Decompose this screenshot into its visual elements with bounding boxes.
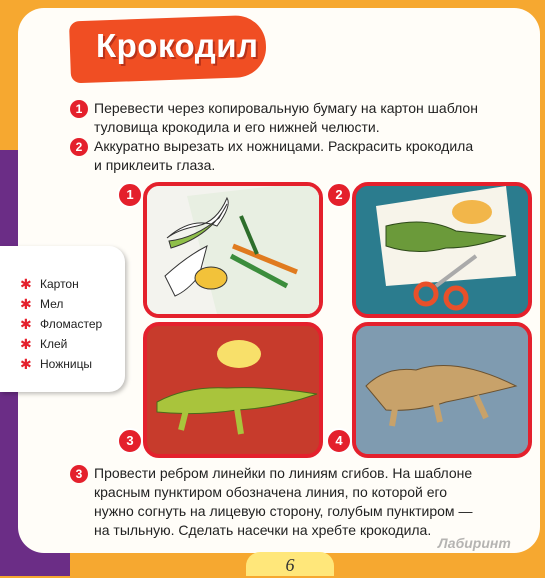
step-number-1: 1: [70, 100, 88, 118]
cutting-crocodile-illustration: [356, 186, 528, 314]
photo-4: [352, 322, 532, 458]
photo-2: [352, 182, 532, 318]
step-1-line-1: Перевести через копировальную бумагу на картон шаблон: [94, 100, 478, 116]
materials-list: ✱ Картон ✱ Мел ✱ Фломастер ✱ Клей ✱ Ножницы: [0, 246, 125, 392]
step-2-line-2: и приклеить глаза.: [94, 157, 216, 173]
crocodile-template-illustration: [147, 186, 319, 314]
step-3-line-1: Провести ребром линейки по линиям сгибов. На шаблоне: [94, 465, 473, 481]
asterisk-icon: ✱: [20, 276, 32, 292]
photo-number-1: 1: [117, 182, 143, 208]
step-3-line-4: на тыльную. Сделать насечки на хребте крокодила.: [94, 522, 432, 538]
page-number: 6: [246, 552, 334, 576]
watermark: Лабиринт: [438, 535, 511, 551]
step-number-3: 3: [70, 465, 88, 483]
photo-number-3: 3: [117, 428, 143, 454]
painted-crocodile-illustration: [147, 326, 319, 454]
step-1-text: [94, 99, 524, 137]
photo-3: [143, 322, 323, 458]
asterisk-icon: ✱: [20, 316, 32, 332]
photo-number-2: 2: [326, 182, 352, 208]
folded-crocodile-illustration: [356, 326, 528, 454]
asterisk-icon: ✱: [20, 356, 32, 372]
step-1-line-2: туловища крокодила и его нижней челюсти.: [94, 119, 380, 135]
page-title: Крокодил: [96, 27, 259, 64]
step-2-text: [94, 137, 524, 175]
step-3-line-3: нужно согнуть на лицевую сторону, голубым пунктиром —: [94, 503, 473, 519]
photo-number-4: 4: [326, 428, 352, 454]
step-2-line-1: Аккуратно вырезать их ножницами. Раскрасить крокодила: [94, 138, 474, 154]
asterisk-icon: ✱: [20, 296, 32, 312]
step-3-line-2: красным пунктиром обозначена линия, по которой его: [94, 484, 448, 500]
step-3-text: [94, 464, 524, 540]
step-number-2: 2: [70, 138, 88, 156]
asterisk-icon: ✱: [20, 336, 32, 352]
photo-1: [143, 182, 323, 318]
